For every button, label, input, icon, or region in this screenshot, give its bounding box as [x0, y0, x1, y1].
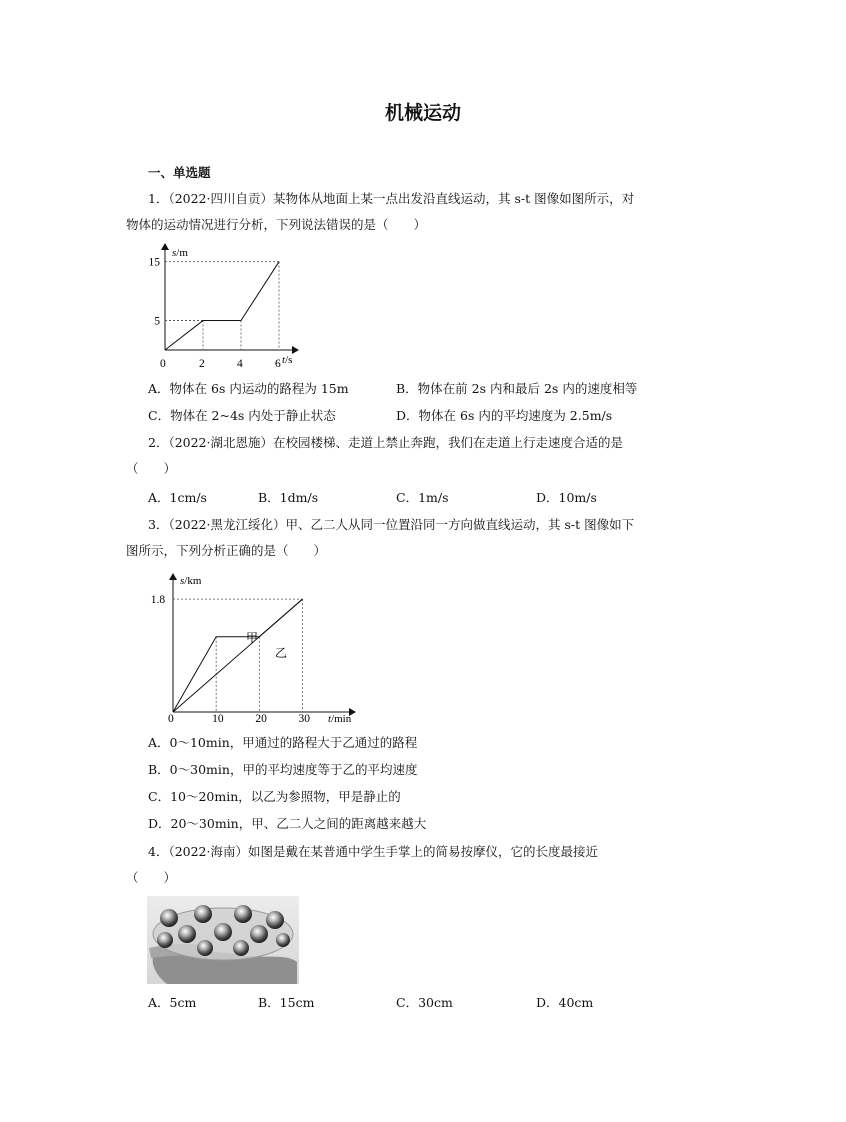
q3-option-d[interactable]: D．20～30min，甲、乙二人之间的距离越来越大 [148, 816, 427, 831]
q1-y-tick-label: 5 [154, 315, 160, 328]
q3-y-tick-label: 1.8 [150, 594, 166, 607]
q2-stem-line1: 2．（2022·湖北恩施）在校园楼梯、走道上禁止奔跑，我们在走道上行走速度合适的是 [148, 435, 623, 450]
q4-option-d[interactable]: D．40cm [536, 995, 594, 1010]
q3-label-jia: 甲 [246, 631, 259, 645]
page-title: 机械运动 [384, 102, 461, 124]
q1-series-line [165, 262, 279, 350]
q4-option-c[interactable]: C．30cm [396, 995, 453, 1010]
q1-y-label: s/m [172, 247, 188, 259]
q3-st-chart [145, 566, 365, 726]
q1-stem-line1: 1．（2022·四川自贡）某物体从地面上某一点出发沿直线运动，其 s-t 图像如图所示，对 [148, 191, 635, 206]
q1-option-c[interactable]: C．物体在 2~4s 内处于静止状态 [148, 408, 336, 423]
q1-origin-label: 0 [160, 358, 166, 370]
q1-x-tick-label: 6 [275, 358, 281, 370]
q3-x-label: t/min [328, 713, 352, 725]
q3-label-yi: 乙 [275, 646, 288, 660]
q3-origin-label: 0 [168, 713, 174, 725]
section-heading: 一、单选题 [148, 165, 211, 180]
q3-option-a[interactable]: A．0～10min，甲通过的路程大于乙通过的路程 [148, 735, 418, 750]
q2-option-b[interactable]: B．1dm/s [258, 490, 319, 505]
q1-y-tick-label: 15 [148, 256, 160, 269]
q1-stem-line2: 物体的运动情况进行分析，下列说法错误的是（ ） [126, 217, 427, 232]
q1-st-chart [150, 238, 310, 373]
q1-option-b[interactable]: B．物体在前 2s 内和最后 2s 内的速度相等 [396, 381, 638, 396]
q4-stem-line2: （ ） [126, 870, 177, 885]
q4-option-b[interactable]: B．15cm [258, 995, 315, 1010]
q2-option-a[interactable]: A．1cm/s [148, 490, 207, 505]
massager-photo [147, 896, 299, 984]
q2-stem-line2: （ ） [126, 461, 177, 476]
q1-x-tick-label: 2 [199, 358, 205, 370]
q1-x-tick-label: 4 [237, 358, 243, 370]
q3-x-tick-label: 30 [298, 713, 310, 725]
q1-option-a[interactable]: A．物体在 6s 内运动的路程为 15m [148, 381, 349, 396]
q3-stem-line2: 图所示，下列分析正确的是（ ） [126, 543, 327, 558]
q4-option-a[interactable]: A．5cm [148, 995, 197, 1010]
q2-option-d[interactable]: D．10m/s [536, 490, 597, 505]
q2-option-c[interactable]: C．1m/s [396, 490, 449, 505]
q3-option-b[interactable]: B．0～30min，甲的平均速度等于乙的平均速度 [148, 762, 418, 777]
q3-stem-line1: 3．（2022·黑龙江绥化）甲、乙二人从同一位置沿同一方向做直线运动，其 s-t 图像如下 [148, 517, 635, 532]
q3-option-c[interactable]: C．10～20min，以乙为参照物，甲是静止的 [148, 789, 401, 804]
q3-x-tick-label: 10 [212, 713, 224, 725]
q3-x-tick-label: 20 [255, 713, 267, 725]
q3-y-label: s/km [180, 575, 202, 587]
q4-stem-line1: 4．（2022·海南）如图是戴在某普通中学生手掌上的简易按摩仪，它的长度最接近 [148, 844, 598, 859]
q1-x-label: t/s [282, 354, 293, 366]
q1-option-d[interactable]: D．物体在 6s 内的平均速度为 2.5m/s [396, 408, 613, 423]
